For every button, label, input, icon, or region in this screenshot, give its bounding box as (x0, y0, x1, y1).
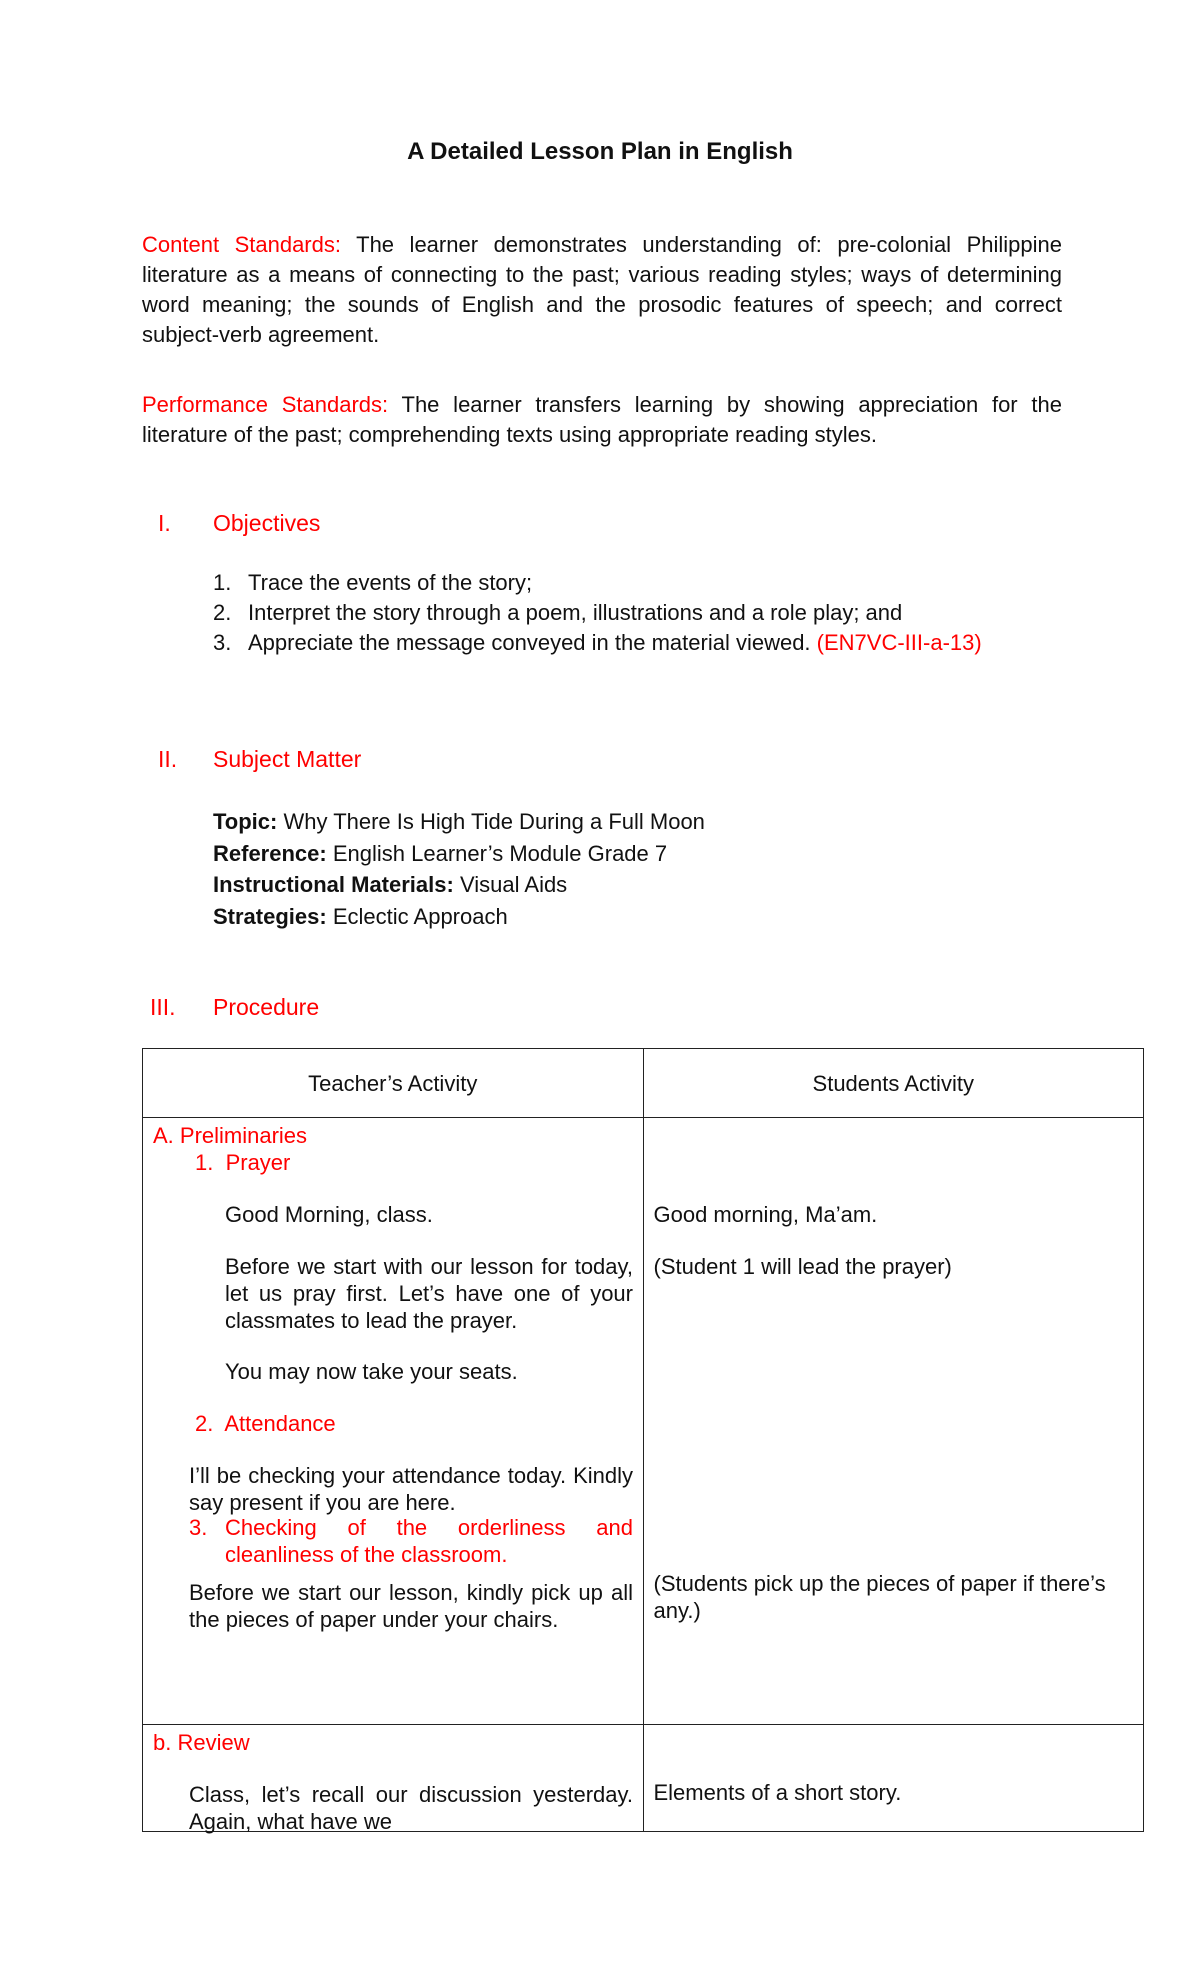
teacher-review-cell (143, 1725, 644, 1832)
reference-label: Reference: (213, 840, 327, 866)
page-title: A Detailed Lesson Plan in English (407, 138, 793, 165)
attendance-heading: 2. Attendance (195, 1411, 336, 1436)
table-row (143, 1725, 1144, 1832)
checking-number: 3. (189, 1515, 208, 1540)
list-text: Interpret the story through a poem, illustrations and a role play; and (248, 600, 903, 625)
teacher-review-question: Class, let’s recall our discussion yesterday. Again, what have we (189, 1782, 633, 1834)
strategies-row (213, 901, 705, 933)
checking-heading: Checking of the orderliness and cleanliness of the classroom. (225, 1515, 633, 1567)
students-greeting: Good morning, Ma’am. (653, 1202, 878, 1227)
subject-matter-title: Subject Matter (213, 746, 362, 772)
procedure-title: Procedure (213, 994, 320, 1020)
students-review-answer: Elements of a short story. (653, 1780, 902, 1805)
students-prayer: (Student 1 will lead the prayer) (653, 1254, 952, 1279)
reference-value: English Learner’s Module Grade 7 (332, 840, 668, 866)
subject-matter-numeral: II. (158, 746, 178, 772)
procedure-numeral: III. (150, 994, 176, 1020)
performance-standards-text: The learner transfers learning by showing appreciation for the literature of the past; comprehending texts using appropriate reading styles. (142, 392, 1062, 447)
teacher-preliminaries-cell (143, 1118, 644, 1725)
prayer-heading: 1. Prayer (195, 1150, 291, 1175)
table-header-row (143, 1049, 1144, 1118)
teacher-prayer-instruction: Before we start with our lesson for today, let us pray first. Let’s have one of your classmates to lead the prayer. (225, 1254, 633, 1333)
list-item (213, 628, 1062, 658)
procedure-heading (150, 994, 550, 1024)
performance-standards-label: Performance Standards: (142, 392, 389, 417)
content-standards (142, 230, 1062, 350)
students-review-cell (643, 1725, 1144, 1832)
objectives-heading (158, 510, 558, 540)
students-activity-header: Students Activity (643, 1049, 1144, 1118)
topic-label: Topic: (213, 809, 278, 834)
list-number: 1. (213, 570, 232, 595)
teacher-greeting: Good Morning, class. (225, 1202, 433, 1227)
table-row (143, 1118, 1144, 1725)
list-text: Appreciate the message conveyed in the material viewed. (248, 630, 811, 655)
list-item (213, 568, 1062, 598)
teacher-attendance: I’ll be checking your attendance today. Kindly say present if you are here. (189, 1463, 633, 1515)
materials-label: Instructional Materials: (213, 872, 454, 897)
teacher-seats: You may now take your seats. (225, 1359, 518, 1384)
review-heading: b. Review (153, 1730, 250, 1755)
competency-code: (EN7VC-III-a-13) (816, 630, 982, 655)
topic-row (213, 806, 705, 838)
topic-value: Why There Is High Tide During a Full Moon (283, 809, 705, 834)
students-paper: (Students pick up the pieces of paper if there’s any.) (653, 1571, 1106, 1623)
objectives-title: Objectives (213, 510, 321, 536)
list-item (213, 598, 1062, 628)
procedure-table (142, 1048, 1144, 1832)
students-preliminaries-cell (643, 1118, 1144, 1725)
content-standards-label: Content Standards: (142, 232, 341, 257)
subject-matter-heading (158, 746, 558, 776)
preliminaries-heading: A. Preliminaries (153, 1123, 308, 1148)
list-number: 2. (213, 600, 232, 625)
strategies-value: Eclectic Approach (332, 903, 508, 929)
materials-row (213, 869, 705, 901)
objectives-numeral: I. (158, 510, 171, 536)
performance-standards (142, 390, 1062, 450)
content-standards-text: The learner demonstrates understanding of: pre-colonial Philippine literature as a means of connecting to the past; various reading styles; ways of determining word meaning; the sounds of English and the prosodic features of speech; and correct subject-verb agreement. (142, 232, 1062, 347)
materials-value: Visual Aids (459, 872, 568, 897)
reference-row (213, 838, 705, 870)
list-number: 3. (213, 630, 232, 655)
strategies-label: Strategies: (213, 903, 327, 929)
teacher-activity-header: Teacher’s Activity (143, 1049, 644, 1118)
teacher-paper-instruction: Before we start our lesson, kindly pick up all the pieces of paper under your chairs. (189, 1580, 633, 1632)
objectives-list (213, 568, 1062, 658)
list-text: Trace the events of the story; (248, 570, 533, 595)
subject-matter-details (213, 806, 705, 932)
